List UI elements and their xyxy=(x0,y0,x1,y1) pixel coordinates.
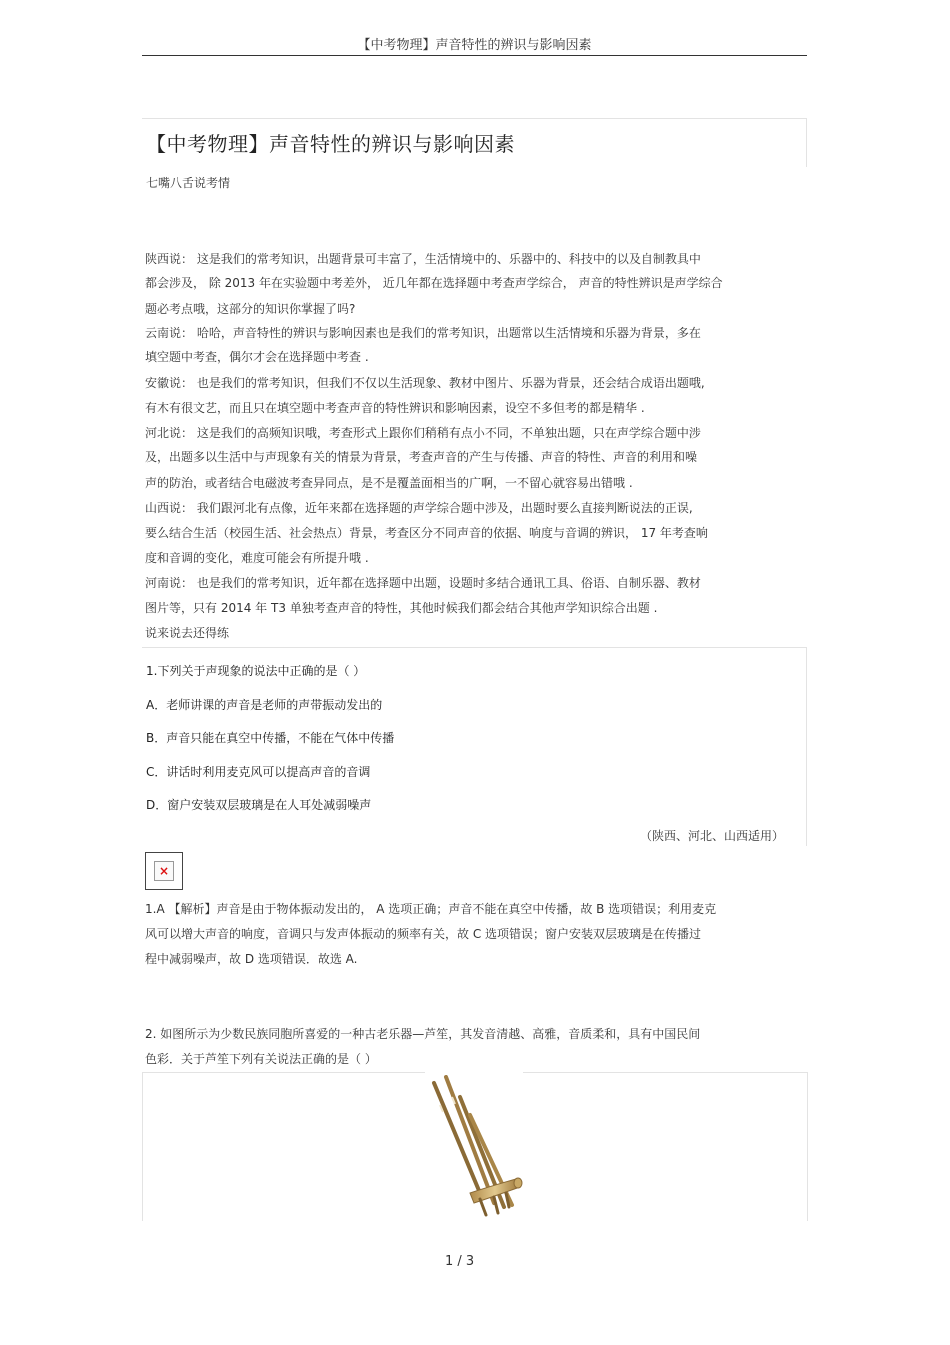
applicable-regions: （陕西、河北、山西适用） xyxy=(640,829,785,843)
header-rule xyxy=(142,55,807,56)
option-c: C．讲话时利用麦克风可以提高声音的音调 xyxy=(146,765,371,779)
paragraph-line: 云南说： 哈哈，声音特性的辨识与影响因素也是我们的常考知识，出题常以生活情境和乐器为背景，多在 xyxy=(145,326,701,340)
option-a: A．老师讲课的声音是老师的声带振动发出的 xyxy=(146,698,383,712)
paragraph-line: 有木有很文艺，而且只在填空题中考查声音的特性辨识和影响因素，设空不多但考的都是精华 . xyxy=(145,401,645,415)
document-title: 【中考物理】声音特性的辨识与影响因素 xyxy=(146,132,515,156)
paragraph-line: 及，出题多以生活中与声现象有关的情景为背景，考查声音的产生与传播、声音的特性、声音的利用和噪 xyxy=(145,450,698,464)
paragraph-line: 河北说： 这是我们的高频知识哦，考查形式上跟你们稍稍有点小不同，不单独出题，只在声学综合题中涉 xyxy=(145,426,701,440)
page-number: 1 / 3 xyxy=(445,1254,475,1269)
paragraph-line: 题必考点哦，这部分的知识你掌握了吗? xyxy=(145,302,356,316)
lusheng-image xyxy=(412,1075,532,1220)
paragraph-line: 河南说： 也是我们的常考知识，近年都在选择题中出题，设题时多结合通讯工具、俗语、自制乐器、教材 xyxy=(145,576,701,590)
section-subtitle: 七嘴八舌说考情 xyxy=(146,176,231,190)
answer-line: 风可以增大声音的响度，音调只与发声体振动的频率有关，故 C 选项错误；窗户安装双层玻璃是在传播过 xyxy=(145,927,702,941)
option-b: B．声音只能在真空中传播，不能在气体中传播 xyxy=(146,731,395,745)
paragraph-line: 声的防治，或者结合电磁波考查异同点，是不是覆盖面相当的广啊，一不留心就容易出错哦 . xyxy=(145,476,633,490)
paragraph-line: 陕西说： 这是我们的常考知识，出题背景可丰富了，生活情境中的、乐器中的、科技中的以及自制教具中 xyxy=(145,252,701,266)
paragraph-line: 说来说去还得练 xyxy=(145,626,230,640)
paragraph-line: 度和音调的变化，难度可能会有所提升哦 . xyxy=(145,551,369,565)
option-d: D．窗户安装双层玻璃是在人耳处减弱噪声 xyxy=(146,798,372,812)
broken-image-icon: × xyxy=(145,852,183,890)
question2-line: 2. 如图所示为少数民族同胞所喜爱的一种古老乐器—芦笙，其发音清越、高雅，音质柔和，具有中国民间 xyxy=(145,1027,701,1041)
question2-line: 色彩．关于芦笙下列有关说法正确的是（ ） xyxy=(145,1052,377,1066)
paragraph-line: 图片等，只有 2014 年 T3 单独考查声音的特性，其他时候我们都会结合其他声学知识综合出题 . xyxy=(145,601,658,615)
paragraph-line: 山西说： 我们跟河北有点像，近年来都在选择题的声学综合题中涉及，出题时要么直接判断说法的正误, xyxy=(145,501,693,515)
paragraph-line: 要么结合生活（校园生活、社会热点）背景，考查区分不同声音的依据、响度与音调的辨识， 17 年考查响 xyxy=(145,526,708,540)
paragraph-line: 填空题中考查，偶尔才会在选择题中考查 . xyxy=(145,350,369,364)
paragraph-line: 安徽说： 也是我们的常考知识，但我们不仅以生活现象、教材中图片、乐器为背景，还会结合成语出题哦, xyxy=(145,376,705,390)
paragraph-line: 都会涉及， 除 2013 年在实验题中考差外， 近几年都在选择题中考查声学综合， 声音的特性辨识是声学综合 xyxy=(145,276,723,290)
answer-line: 程中减弱噪声，故 D 选项错误．故选 A. xyxy=(145,952,358,966)
running-header: 【中考物理】声音特性的辨识与影响因素 xyxy=(357,38,592,53)
question1-stem: 1.下列关于声现象的说法中正确的是（ ） xyxy=(146,664,366,678)
answer-line: 1.A 【解析】声音是由于物体振动发出的， A 选项正确；声音不能在真空中传播，故 B 选项错误；利用麦克 xyxy=(145,902,717,916)
